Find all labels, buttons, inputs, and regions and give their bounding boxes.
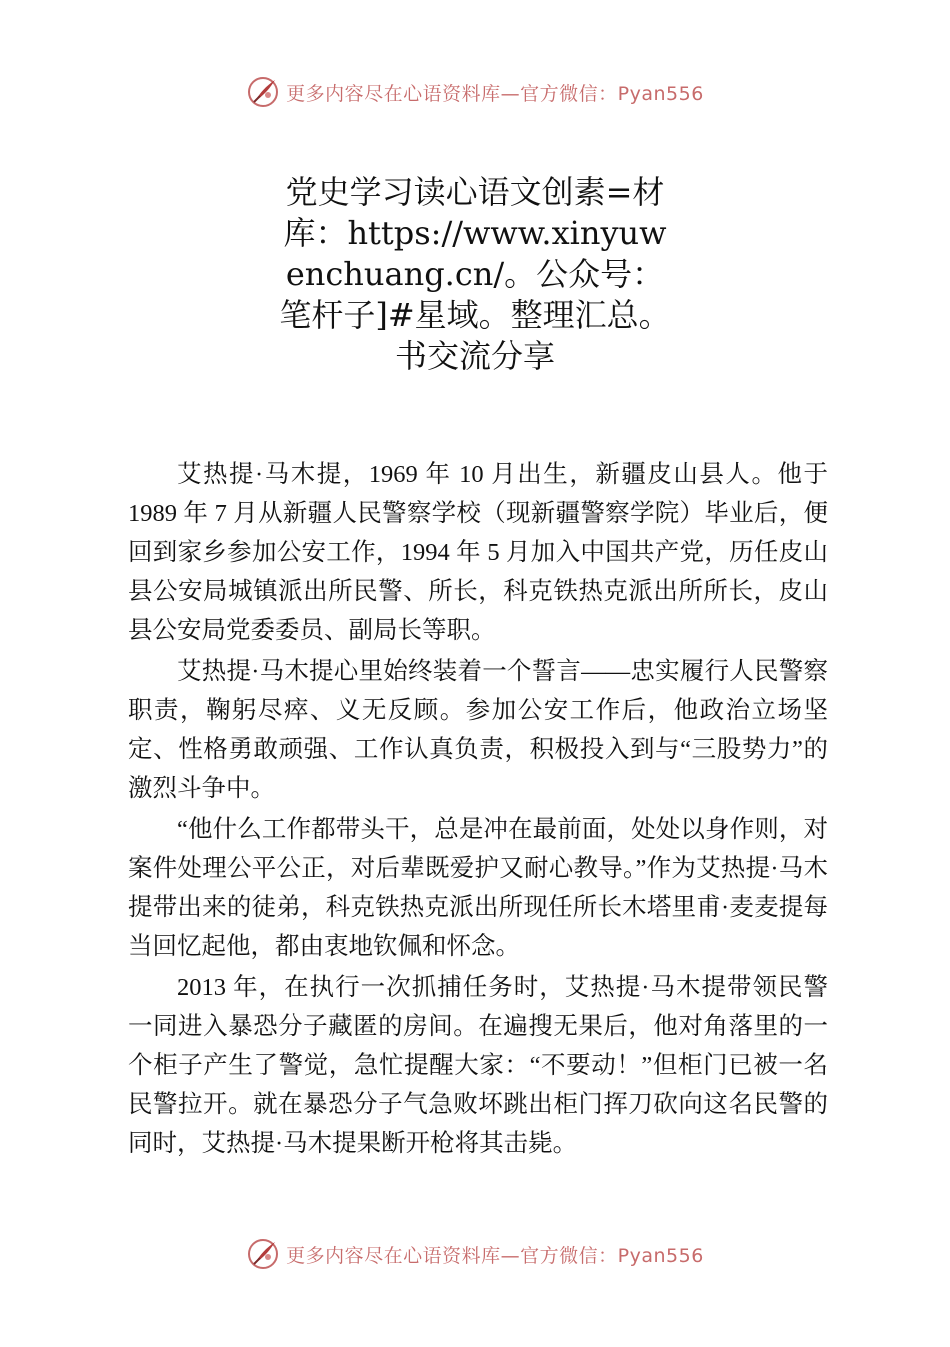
paragraph-2: 艾热提·马木提心里始终装着一个誓言——忠实履行人民警察职责，鞠躬尽瘁、义无反顾。参加公安工作后，他政治立场坚定、性格勇敢顽强、工作认真负责，积极投入到与“三股势力”的激烈斗争中。	[128, 658, 828, 802]
header-banner	[0, 70, 950, 114]
footer-banner-text: 更多内容尽在心语资料库—官方微信：Pyan556	[286, 1244, 704, 1267]
paragraph-4: 2013 年，在执行一次抓捕任务时，艾热提·马木提带领民警一同进入暴恐分子藏匿的房间。在遍搜无果后，他对角落里的一个柜子产生了警觉，急忙提醒大家：“不要动！”但柜门已被一名民警拉开。就在暴恐分子气急败坏跳出柜门挥刀砍向这名民警的同时，艾热提·马木提果断开枪将其击毙。	[128, 974, 828, 1157]
footer-banner	[0, 1232, 950, 1276]
feather-pen-logo-icon	[246, 1237, 280, 1271]
feather-pen-logo-icon	[246, 75, 280, 109]
paragraph-1: 艾热提·马木提，1969 年 10 月出生，新疆皮山县人。他于1989 年 7 月从新疆人民警察学校（现新疆警察学院）毕业后，便回到家乡参加公安工作，1994 年 5 月加入中国共产党，历任皮山县公安局城镇派出所民警、所长，科克铁热克派出所所长，皮山县公安局党委委员、副局长等职。	[128, 461, 828, 644]
document-title: 党史学习读心语文创素=材库：https://www.xinyuwenchuang.cn/。公众号：笔杆子]#星域。整理汇总。书交流分享	[279, 173, 671, 375]
paragraph-3: “他什么工作都带头干，总是冲在最前面，处处以身作则，对案件处理公平公正，对后辈既爱护又耐心教导。”作为艾热提·马木提带出来的徒弟，科克铁热克派出所现任所长木塔里甫·麦麦提每当回忆起他，都由衷地钦佩和怀念。	[128, 816, 828, 960]
document-body	[128, 455, 828, 1163]
header-banner-text: 更多内容尽在心语资料库—官方微信：Pyan556	[286, 82, 704, 105]
